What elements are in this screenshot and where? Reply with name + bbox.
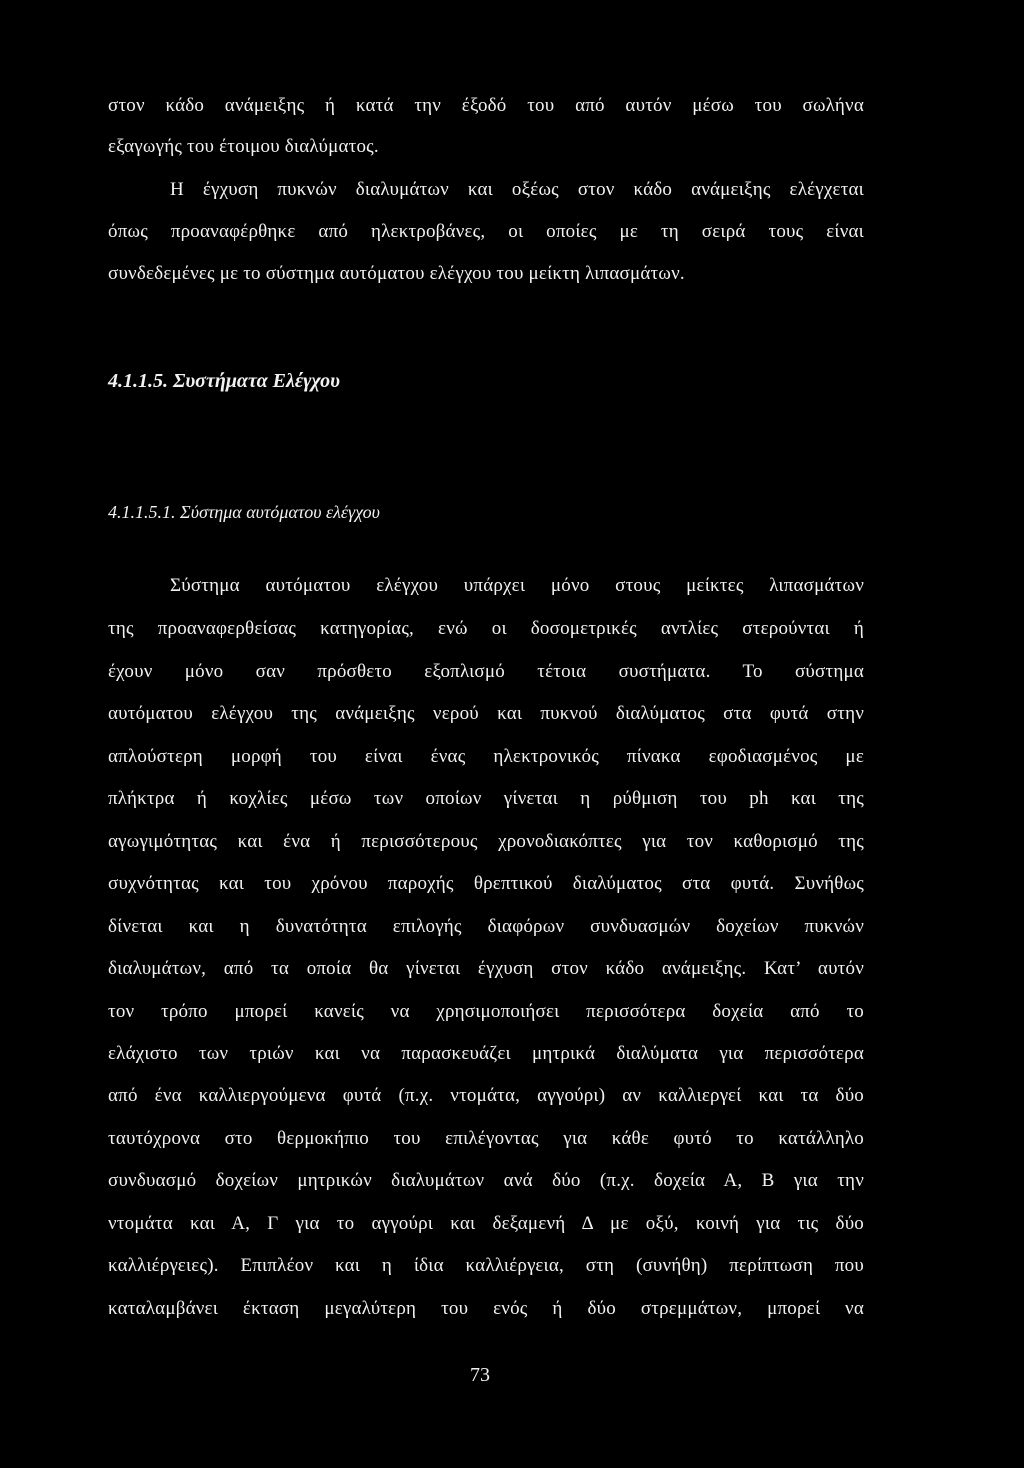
subsection-heading: 4.1.1.5.1. Σύστημα αυτόματου ελέγχου bbox=[108, 502, 380, 522]
text-line: ντομάτα και Α, Γ για το αγγούρι και δεξαμενή Δ με οξύ, κοινή για τις δύο bbox=[108, 1213, 864, 1234]
text-line: απλούστερη μορφή του είναι ένας ηλεκτρονικός πίνακα εφοδιασμένος με bbox=[108, 746, 864, 767]
text-line: της προαναφερθείσας κατηγορίας, ενώ οι δοσομετρικές αντλίες στερούνται ή bbox=[108, 618, 864, 639]
text-line: Σύστημα αυτόματου ελέγχου υπάρχει μόνο στους μείκτες λιπασμάτων bbox=[170, 575, 864, 596]
text-line: δίνεται και η δυνατότητα επιλογής διαφόρων συνδυασμών δοχείων πυκνών bbox=[108, 916, 864, 937]
text-line: αυτόματου ελέγχου της ανάμειξης νερού και πυκνού διαλύματος στα φυτά στην bbox=[108, 703, 864, 724]
text-line: Η έγχυση πυκνών διαλυμάτων και οξέως στον κάδο ανάμειξης ελέγχεται bbox=[170, 179, 864, 200]
text-line: εξαγωγής του έτοιμου διαλύματος. bbox=[108, 136, 379, 157]
text-line: ταυτόχρονα στο θερμοκήπιο του επιλέγοντας για κάθε φυτό το κατάλληλο bbox=[108, 1128, 864, 1149]
text-line: συχνότητας και του χρόνου παροχής θρεπτικού διαλύματος στα φυτά. Συνήθως bbox=[108, 873, 864, 894]
text-line: όπως προαναφέρθηκε από ηλεκτροβάνες, οι οποίες με τη σειρά τους είναι bbox=[108, 221, 864, 242]
text-line: αγωγιμότητας και ένα ή περισσότερους χρονοδιακόπτες για τον καθορισμό της bbox=[108, 831, 864, 852]
text-line: στον κάδο ανάμειξης ή κατά την έξοδό του από αυτόν μέσω του σωλήνα bbox=[108, 95, 864, 116]
text-line: διαλυμάτων, από τα οποία θα γίνεται έγχυση στον κάδο ανάμειξης. Κατ’ αυτόν bbox=[108, 958, 864, 979]
text-line: συνδυασμό δοχείων μητρικών διαλυμάτων ανά δύο (π.χ. δοχεία Α, Β για την bbox=[108, 1170, 864, 1191]
text-line: συνδεδεμένες με το σύστημα αυτόματου ελέγχου του μείκτη λιπασμάτων. bbox=[108, 263, 685, 284]
text-line: τον τρόπο μπορεί κανείς να χρησιμοποιήσει περισσότερα δοχεία από το bbox=[108, 1001, 864, 1022]
text-line: πλήκτρα ή κοχλίες μέσω των οποίων γίνεται η ρύθμιση του ph και της bbox=[108, 788, 864, 809]
text-line: ελάχιστο των τριών και να παρασκευάζει μητρικά διαλύματα για περισσότερα bbox=[108, 1043, 864, 1064]
text-line: έχουν μόνο σαν πρόσθετο εξοπλισμό τέτοια συστήματα. Το σύστημα bbox=[108, 661, 864, 682]
text-line: από ένα καλλιεργούμενα φυτά (π.χ. ντομάτα, αγγούρι) αν καλλιεργεί και τα δύο bbox=[108, 1085, 864, 1106]
text-line: καλλιέργειες). Επιπλέον και η ίδια καλλιέργεια, στη (συνήθη) περίπτωση που bbox=[108, 1255, 864, 1276]
text-line: καταλαμβάνει έκταση μεγαλύτερη του ενός ή δύο στρεμμάτων, μπορεί να bbox=[108, 1298, 864, 1319]
page-number: 73 bbox=[470, 1364, 490, 1386]
section-heading: 4.1.1.5. Συστήματα Ελέγχου bbox=[108, 370, 340, 392]
